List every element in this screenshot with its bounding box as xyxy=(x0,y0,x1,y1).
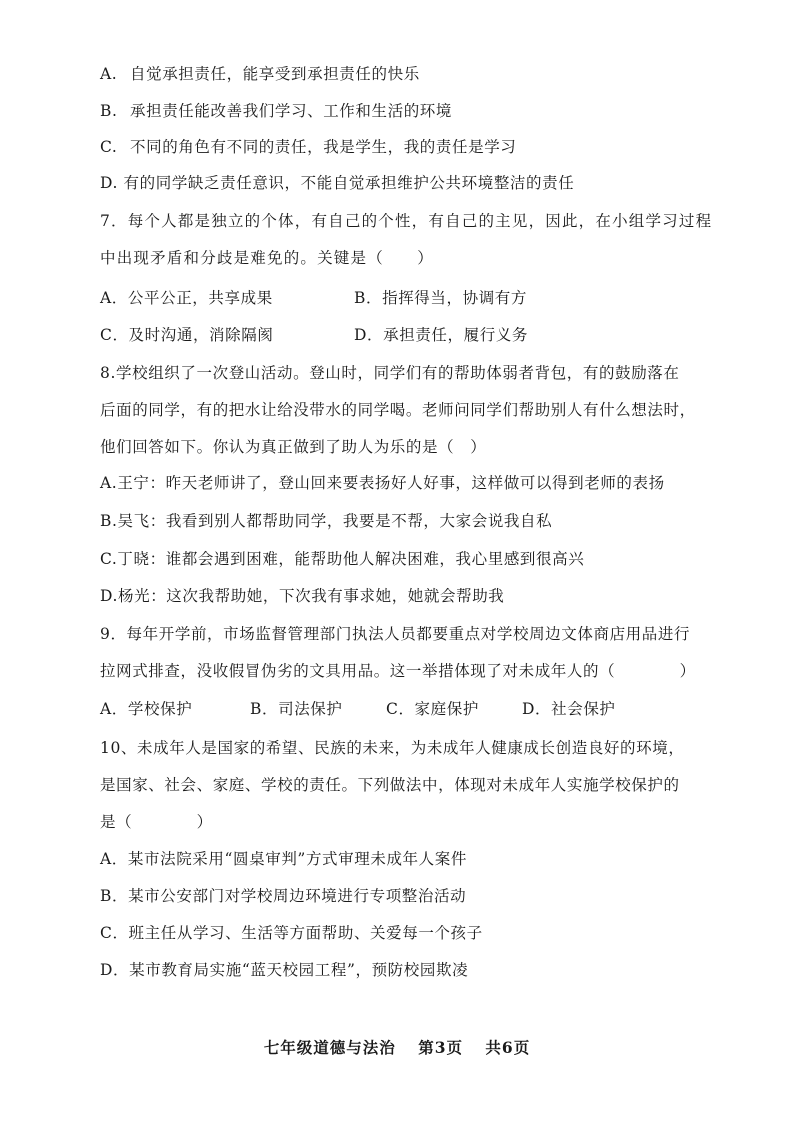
q10-option-b: B．某市公安部门对学校周边环境进行专项整治活动 xyxy=(100,887,467,905)
footer-total-pages: 共6页 xyxy=(485,1038,531,1057)
q9-option-d: D．社会保护 xyxy=(522,700,616,718)
q7-option-c: C．及时沟通，消除隔阂 xyxy=(100,326,274,344)
q6-option-c-label: C. xyxy=(100,138,118,156)
q9-option-b: B．司法保护 xyxy=(250,700,343,718)
footer-subject: 七年级道德与法治 xyxy=(263,1038,396,1057)
q6-option-d: D. 有的同学缺乏责任意识，不能自觉承担维护公共环境整洁的责任 xyxy=(100,174,575,192)
q7-option-b: B．指挥得当，协调有方 xyxy=(354,289,527,307)
q9-stem-line2: 拉网式排查，没收假冒伪劣的文具用品。这一举措体现了对未成年人的（ ） xyxy=(100,662,696,680)
q8-option-b: B.吴飞：我看到别人都帮助同学，我要是不帮，大家会说我自私 xyxy=(100,512,553,530)
q9-option-a: A．学校保护 xyxy=(100,700,193,718)
footer-page-number: 第3页 xyxy=(418,1038,463,1057)
q10-stem-line3: 是（ ） xyxy=(100,813,213,831)
q6-option-c-text: 不同的角色有不同的责任，我是学生，我的责任是学习 xyxy=(130,138,517,156)
q7-option-a: A．公平公正，共享成果 xyxy=(100,289,273,307)
q6-option-b-label: B. xyxy=(100,102,118,120)
q6-option-b-text: 承担责任能改善我们学习、工作和生活的环境 xyxy=(130,102,453,120)
q8-option-c: C.丁晓：谁都会遇到困难，能帮助他人解决困难，我心里感到很高兴 xyxy=(100,550,585,568)
q6-option-c xyxy=(100,136,516,158)
q6-option-a-label: A. xyxy=(100,65,118,83)
q10-stem-line2: 是国家、社会、家庭、学校的责任。下列做法中，体现对未成年人实施学校保护的 xyxy=(100,776,680,794)
q7-stem-line1: 7．每个人都是独立的个体，有自己的个性，有自己的主见，因此，在小组学习过程 xyxy=(100,212,713,230)
q8-stem-line3: 他们回答如下。你认为真正做到了助人为乐的是（ ） xyxy=(100,438,487,456)
q8-option-d: D.杨光：这次我帮助她，下次我有事求她，她就会帮助我 xyxy=(100,587,505,605)
q10-stem-line1: 10、未成年人是国家的希望、民族的未来，为未成年人健康成长创造良好的环境， xyxy=(100,739,685,757)
q7-option-d: D．承担责任，履行义务 xyxy=(354,326,529,344)
page-footer xyxy=(0,1036,794,1058)
q6-option-a-text: 自觉承担责任，能享受到承担责任的快乐 xyxy=(130,65,420,83)
q9-option-c: C．家庭保护 xyxy=(386,700,479,718)
q8-stem-line1: 8.学校组织了一次登山活动。登山时，同学们有的帮助体弱者背包，有的鼓励落在 xyxy=(100,364,680,382)
q8-stem-line2: 后面的同学，有的把水让给没带水的同学喝。老师问同学们帮助别人有什么想法时， xyxy=(100,401,696,419)
q10-option-a: A．某市法院采用“圆桌审判”方式审理未成年人案件 xyxy=(100,850,467,868)
q10-option-d: D．某市教育局实施“蓝天校园工程”，预防校园欺凌 xyxy=(100,961,469,979)
q9-stem-line1: 9．每年开学前，市场监督管理部门执法人员都要重点对学校周边文体商店用品进行 xyxy=(100,625,691,643)
q10-option-c: C．班主任从学习、生活等方面帮助、关爱每一个孩子 xyxy=(100,924,483,942)
q8-option-a: A.王宁：昨天老师讲了，登山回来要表扬好人好事，这样做可以得到老师的表扬 xyxy=(100,474,665,492)
q7-stem-line2: 中出现矛盾和分歧是难免的。关键是（ ） xyxy=(100,249,435,267)
q6-option-b xyxy=(100,100,452,122)
q6-option-a xyxy=(100,63,420,85)
